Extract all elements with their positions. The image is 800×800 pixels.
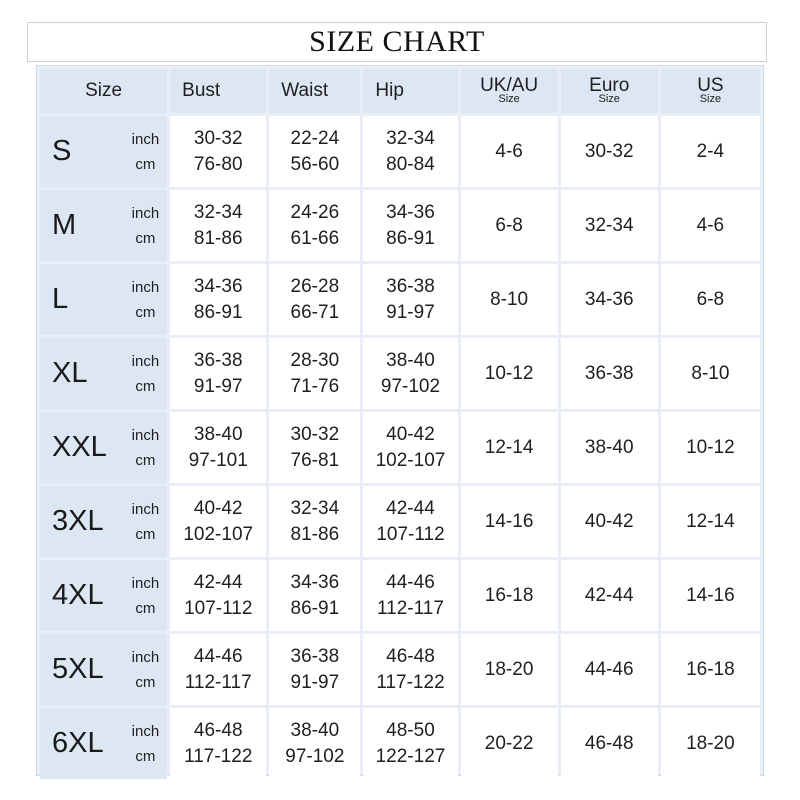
hip-cell <box>363 412 457 483</box>
bust-inch: 34-36 <box>193 275 243 297</box>
waist-cell <box>269 338 360 409</box>
hip-cm: 117-122 <box>376 671 445 693</box>
hip-inch: 38-40 <box>386 349 435 371</box>
waist-cm: 86-91 <box>290 597 340 619</box>
bust-cell <box>170 190 266 261</box>
header-hip: Hip <box>363 69 457 113</box>
us-size-cell: 18-20 <box>661 708 760 779</box>
hip-cell <box>363 264 457 335</box>
header-uk-sub: Size <box>498 93 520 105</box>
size-cell <box>40 634 167 705</box>
waist-cell <box>269 560 360 631</box>
header-size: Size <box>40 69 167 113</box>
us-size-cell: 4-6 <box>661 190 760 261</box>
unit-cm: cm <box>135 747 156 765</box>
unit-labels <box>132 571 160 621</box>
table-body <box>40 116 760 779</box>
bust-cell <box>170 338 266 409</box>
uk-size-cell: 6-8 <box>461 190 558 261</box>
euro-size-cell: 36-38 <box>561 338 658 409</box>
unit-labels <box>132 127 160 177</box>
bust-cell <box>170 560 266 631</box>
size-cell <box>40 486 167 557</box>
page-title: SIZE CHART <box>309 25 485 58</box>
waist-inch: 26-28 <box>290 275 340 297</box>
hip-inch: 44-46 <box>386 571 435 593</box>
waist-cell <box>269 708 360 779</box>
hip-cell <box>363 116 457 187</box>
waist-cell <box>269 116 360 187</box>
bust-cell <box>170 264 266 335</box>
waist-cm: 61-66 <box>290 227 340 249</box>
header-waist: Waist <box>269 69 360 113</box>
waist-cm: 71-76 <box>290 375 340 397</box>
waist-cell <box>269 190 360 261</box>
unit-labels <box>132 645 160 695</box>
hip-cell <box>363 560 457 631</box>
bust-cm: 76-80 <box>193 153 243 175</box>
waist-inch: 24-26 <box>290 201 340 223</box>
euro-size-cell: 30-32 <box>561 116 658 187</box>
hip-inch: 48-50 <box>386 719 435 741</box>
header-euro <box>561 69 658 113</box>
hip-cm: 80-84 <box>386 153 435 175</box>
waist-cell <box>269 486 360 557</box>
size-cell <box>40 116 167 187</box>
unit-inch: inch <box>131 574 160 592</box>
hip-inch: 32-34 <box>386 127 435 149</box>
header-us <box>661 69 760 113</box>
waist-cm: 66-71 <box>290 301 340 323</box>
euro-size-cell: 32-34 <box>561 190 658 261</box>
table-row <box>40 486 760 557</box>
unit-inch: inch <box>131 204 160 222</box>
size-cell <box>40 264 167 335</box>
header-uk-main: UK/AU <box>480 75 539 96</box>
hip-inch: 46-48 <box>386 645 435 667</box>
us-size-cell: 6-8 <box>661 264 760 335</box>
table-row <box>40 338 760 409</box>
euro-size-cell: 38-40 <box>561 412 658 483</box>
waist-inch: 22-24 <box>290 127 340 149</box>
bust-cell <box>170 412 266 483</box>
size-label: 6XL <box>52 727 104 759</box>
us-size-cell: 2-4 <box>661 116 760 187</box>
unit-cm: cm <box>135 525 156 543</box>
table-row <box>40 412 760 483</box>
table-row <box>40 560 760 631</box>
hip-cell <box>363 486 457 557</box>
bust-cell <box>170 486 266 557</box>
unit-labels <box>132 497 160 547</box>
size-cell <box>40 190 167 261</box>
bust-inch: 40-42 <box>193 497 243 519</box>
waist-cm: 91-97 <box>290 671 340 693</box>
unit-cm: cm <box>135 451 156 469</box>
hip-cm: 112-117 <box>377 597 444 619</box>
size-chart-table <box>37 66 763 782</box>
uk-size-cell: 16-18 <box>461 560 558 631</box>
hip-inch: 40-42 <box>386 423 435 445</box>
uk-size-cell: 12-14 <box>461 412 558 483</box>
unit-cm: cm <box>135 377 156 395</box>
bust-cell <box>170 116 266 187</box>
us-size-cell: 12-14 <box>661 486 760 557</box>
unit-cm: cm <box>135 155 156 173</box>
unit-cm: cm <box>135 599 156 617</box>
unit-inch: inch <box>131 722 160 740</box>
uk-size-cell: 18-20 <box>461 634 558 705</box>
size-cell <box>40 338 167 409</box>
bust-cm: 112-117 <box>184 671 252 693</box>
hip-inch: 42-44 <box>386 497 435 519</box>
table-row <box>40 708 760 779</box>
hip-inch: 36-38 <box>386 275 435 297</box>
bust-cell <box>170 634 266 705</box>
waist-cm: 76-81 <box>290 449 340 471</box>
unit-cm: cm <box>135 229 156 247</box>
bust-cm: 102-107 <box>183 523 254 545</box>
bust-inch: 38-40 <box>193 423 243 445</box>
size-label: XXL <box>52 431 107 463</box>
bust-cm: 86-91 <box>193 301 243 323</box>
unit-inch: inch <box>131 278 160 296</box>
uk-size-cell: 10-12 <box>461 338 558 409</box>
unit-inch: inch <box>131 648 160 666</box>
unit-inch: inch <box>131 352 160 370</box>
euro-size-cell: 46-48 <box>561 708 658 779</box>
header-bust: Bust <box>170 69 266 113</box>
size-label: L <box>52 283 69 315</box>
waist-cell <box>269 634 360 705</box>
bust-inch: 32-34 <box>193 201 243 223</box>
uk-size-cell: 14-16 <box>461 486 558 557</box>
size-label: 3XL <box>52 505 104 537</box>
unit-cm: cm <box>135 303 156 321</box>
euro-size-cell: 42-44 <box>561 560 658 631</box>
waist-inch: 32-34 <box>290 497 340 519</box>
hip-cell <box>363 338 457 409</box>
hip-cm: 107-112 <box>376 523 445 545</box>
title-box <box>27 22 767 62</box>
bust-cm: 91-97 <box>193 375 243 397</box>
hip-cm: 91-97 <box>386 301 435 323</box>
header-euro-sub: Size <box>598 93 620 105</box>
waist-inch: 30-32 <box>290 423 340 445</box>
waist-cell <box>269 264 360 335</box>
waist-inch: 34-36 <box>290 571 340 593</box>
unit-inch: inch <box>131 130 160 148</box>
waist-inch: 36-38 <box>290 645 340 667</box>
waist-cm: 56-60 <box>290 153 340 175</box>
bust-cm: 107-112 <box>184 597 253 619</box>
header-us-sub: Size <box>699 93 722 105</box>
us-size-cell: 16-18 <box>661 634 760 705</box>
hip-cell <box>363 634 457 705</box>
bust-inch: 36-38 <box>193 349 243 371</box>
uk-size-cell: 8-10 <box>461 264 558 335</box>
us-size-cell: 8-10 <box>661 338 760 409</box>
bust-inch: 30-32 <box>193 127 243 149</box>
waist-inch: 28-30 <box>290 349 340 371</box>
waist-inch: 38-40 <box>290 719 340 741</box>
waist-cm: 97-102 <box>285 745 345 767</box>
us-size-cell: 10-12 <box>661 412 760 483</box>
unit-inch: inch <box>131 500 160 518</box>
header-row <box>40 69 760 113</box>
unit-labels <box>132 201 160 251</box>
bust-inch: 42-44 <box>193 571 243 593</box>
size-label: M <box>52 209 77 241</box>
size-cell <box>40 560 167 631</box>
size-label: 4XL <box>52 579 104 611</box>
hip-cell <box>363 708 457 779</box>
size-chart-table-wrap <box>36 65 764 776</box>
bust-inch: 44-46 <box>193 645 243 667</box>
hip-cell <box>363 190 457 261</box>
hip-inch: 34-36 <box>386 201 435 223</box>
bust-cell <box>170 708 266 779</box>
size-cell <box>40 412 167 483</box>
size-label: S <box>52 135 72 167</box>
unit-labels <box>132 423 160 473</box>
euro-size-cell: 44-46 <box>561 634 658 705</box>
header-uk <box>461 69 558 113</box>
uk-size-cell: 4-6 <box>461 116 558 187</box>
hip-cm: 86-91 <box>386 227 435 249</box>
unit-inch: inch <box>131 426 160 444</box>
bust-cm: 117-122 <box>184 745 253 767</box>
table-row <box>40 116 760 187</box>
bust-cm: 97-101 <box>188 449 248 471</box>
bust-inch: 46-48 <box>193 719 243 741</box>
waist-cm: 81-86 <box>290 523 340 545</box>
header-euro-main: Euro <box>589 75 630 96</box>
size-cell <box>40 708 167 779</box>
waist-cell <box>269 412 360 483</box>
table-row <box>40 190 760 261</box>
header-us-main: US <box>697 75 724 96</box>
table-row <box>40 264 760 335</box>
unit-labels <box>132 719 160 769</box>
size-label: 5XL <box>52 653 104 685</box>
us-size-cell: 14-16 <box>661 560 760 631</box>
table-row <box>40 634 760 705</box>
hip-cm: 102-107 <box>375 449 446 471</box>
hip-cm: 122-127 <box>375 745 446 767</box>
euro-size-cell: 40-42 <box>561 486 658 557</box>
hip-cm: 97-102 <box>380 375 441 397</box>
bust-cm: 81-86 <box>193 227 243 249</box>
euro-size-cell: 34-36 <box>561 264 658 335</box>
uk-size-cell: 20-22 <box>461 708 558 779</box>
unit-labels <box>132 275 160 325</box>
unit-labels <box>132 349 160 399</box>
size-label: XL <box>52 357 88 389</box>
unit-cm: cm <box>135 673 156 691</box>
